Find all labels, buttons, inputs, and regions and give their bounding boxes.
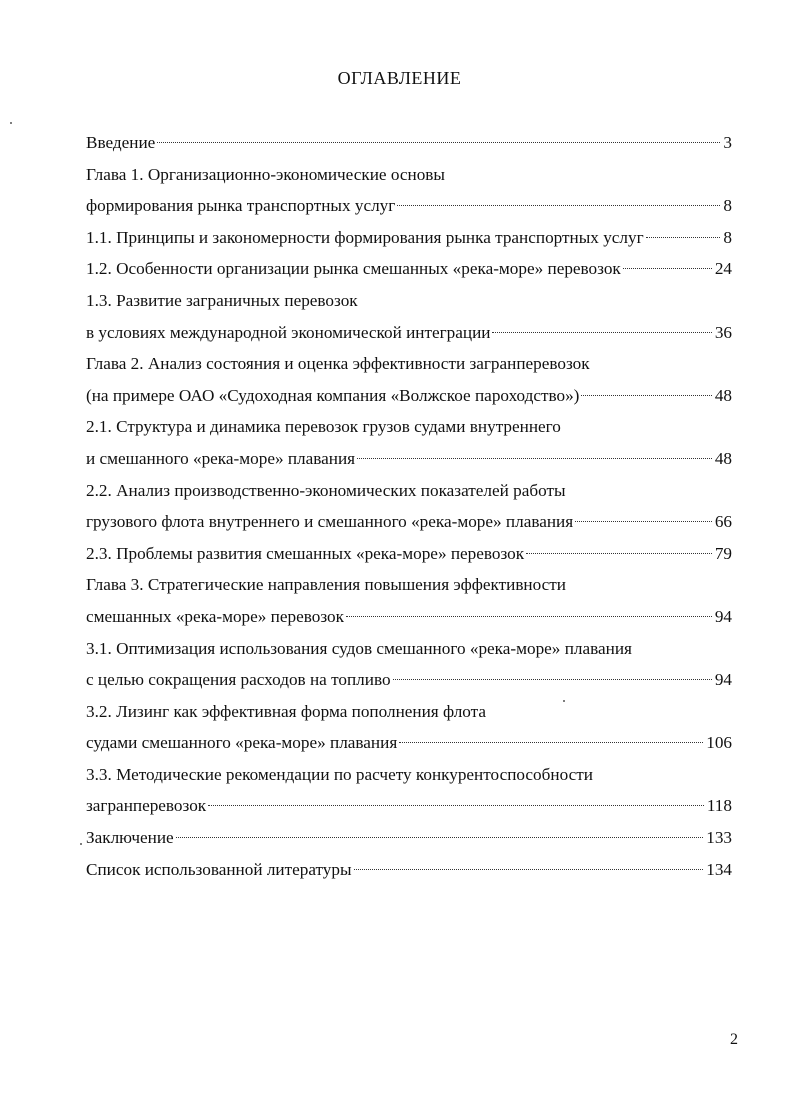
toc-entry-title: с целью сокращения расходов на топливо	[86, 670, 391, 690]
page-title: ОГЛАВЛЕНИЕ	[337, 68, 462, 88]
toc-entry-line	[86, 348, 732, 380]
toc-entry-line	[86, 159, 732, 191]
toc-entry[interactable]	[86, 664, 732, 696]
scan-speck	[10, 122, 12, 124]
toc-entry-page: 118	[706, 796, 732, 816]
toc-entry-title: в условиях международной экономической интеграции	[86, 322, 491, 342]
toc-entry[interactable]	[86, 190, 732, 222]
toc-entry-page: 94	[714, 606, 732, 626]
toc-entry-page: 36	[714, 322, 732, 342]
dot-leader	[354, 869, 704, 870]
toc-entry[interactable]	[86, 253, 732, 285]
toc-entry-page: 134	[706, 859, 732, 879]
toc-entry[interactable]	[86, 822, 732, 854]
toc-entry-title: Список использованной литературы	[86, 859, 352, 879]
dot-leader	[157, 142, 720, 143]
toc-entry[interactable]	[86, 727, 732, 759]
scan-speck	[563, 700, 565, 702]
toc-entry-title: смешанных «река-море» перевозок	[86, 606, 344, 626]
toc-entry-title: Заключение	[86, 828, 174, 848]
toc-entry-title: (на примере ОАО «Судоходная компания «Волжское пароходство»)	[86, 385, 580, 405]
toc-entry-title: 2.2. Анализ производственно-экономических показателей работы	[86, 480, 566, 500]
dot-leader	[575, 521, 712, 522]
dot-leader	[176, 837, 704, 838]
toc-entry[interactable]	[86, 127, 732, 159]
toc-entry-line	[86, 633, 732, 665]
dot-leader	[357, 458, 712, 459]
dot-leader	[581, 395, 711, 396]
toc-entry-title: загранперевозок	[86, 796, 207, 816]
toc-entry-title: грузового флота внутреннего и смешанного «река-море» плавания	[86, 512, 574, 532]
toc-entry[interactable]	[86, 854, 732, 886]
toc-entry-title: Введение	[86, 133, 156, 152]
dot-leader	[393, 679, 712, 680]
toc-entry-page: 8	[723, 196, 732, 216]
toc-entry-title: 3.3. Методические рекомендации по расчету конкурентоспособности	[86, 764, 593, 784]
toc-entry-page: 106	[706, 733, 732, 753]
toc-entry-title: Глава 1. Организационно-экономические основы	[86, 164, 445, 184]
toc-entry[interactable]	[86, 790, 732, 822]
toc-entry-page: 133	[706, 828, 732, 848]
toc-entry-title: 1.1. Принципы и закономерности формирования рынка транспортных услуг	[86, 227, 644, 247]
dot-leader	[397, 205, 720, 206]
toc-entry-line	[86, 759, 732, 791]
table-of-contents	[86, 127, 732, 885]
dot-leader	[646, 237, 721, 238]
dot-leader	[623, 268, 712, 269]
toc-entry[interactable]	[86, 506, 732, 538]
toc-entry[interactable]	[86, 538, 732, 570]
toc-entry-page: 66	[714, 512, 732, 532]
toc-entry-page: 79	[714, 543, 732, 563]
toc-entry-title: 2.3. Проблемы развития смешанных «река-море» перевозок	[86, 543, 525, 563]
toc-entry-title: 3.2. Лизинг как эффективная форма пополнения флота	[86, 701, 486, 721]
toc-entry-page: 3	[723, 133, 732, 152]
toc-entry-page: 48	[714, 385, 732, 405]
dot-leader	[346, 616, 712, 617]
toc-entry-title: Глава 3. Стратегические направления повышения эффективности	[86, 575, 566, 595]
toc-entry-page: 8	[723, 227, 732, 247]
toc-entry-title: формирования рынка транспортных услуг	[86, 196, 396, 216]
toc-entry-title: судами смешанного «река-море» плавания	[86, 733, 398, 753]
toc-entry-page: 94	[714, 670, 732, 690]
toc-entry-page: 48	[714, 448, 732, 468]
dot-leader	[208, 805, 704, 806]
toc-entry[interactable]	[86, 601, 732, 633]
toc-entry-title: 1.2. Особенности организации рынка смешанных «река-море» перевозок	[86, 259, 621, 279]
toc-entry[interactable]	[86, 380, 732, 412]
toc-entry-title: Глава 2. Анализ состояния и оценка эффективности загранперевозок	[86, 354, 590, 374]
dot-leader	[492, 332, 711, 333]
toc-entry[interactable]	[86, 222, 732, 254]
toc-entry-line	[86, 569, 732, 601]
page-number: 2	[730, 1031, 738, 1048]
toc-entry-page: 24	[714, 259, 732, 279]
toc-entry-line	[86, 411, 732, 443]
toc-entry-title: 1.3. Развитие заграничных перевозок	[86, 290, 358, 310]
dot-leader	[399, 742, 703, 743]
toc-entry-title: 3.1. Оптимизация использования судов смешанного «река-море» плавания	[86, 638, 632, 658]
toc-entry-title: 2.1. Структура и динамика перевозок грузов судами внутреннего	[86, 417, 561, 437]
toc-entry-line	[86, 285, 732, 317]
dot-leader	[526, 553, 712, 554]
toc-entry-title: и смешанного «река-море» плавания	[86, 448, 356, 468]
toc-entry-line	[86, 696, 732, 728]
toc-entry[interactable]	[86, 443, 732, 475]
scan-speck	[80, 843, 82, 845]
toc-entry[interactable]	[86, 317, 732, 349]
toc-entry-line	[86, 475, 732, 507]
